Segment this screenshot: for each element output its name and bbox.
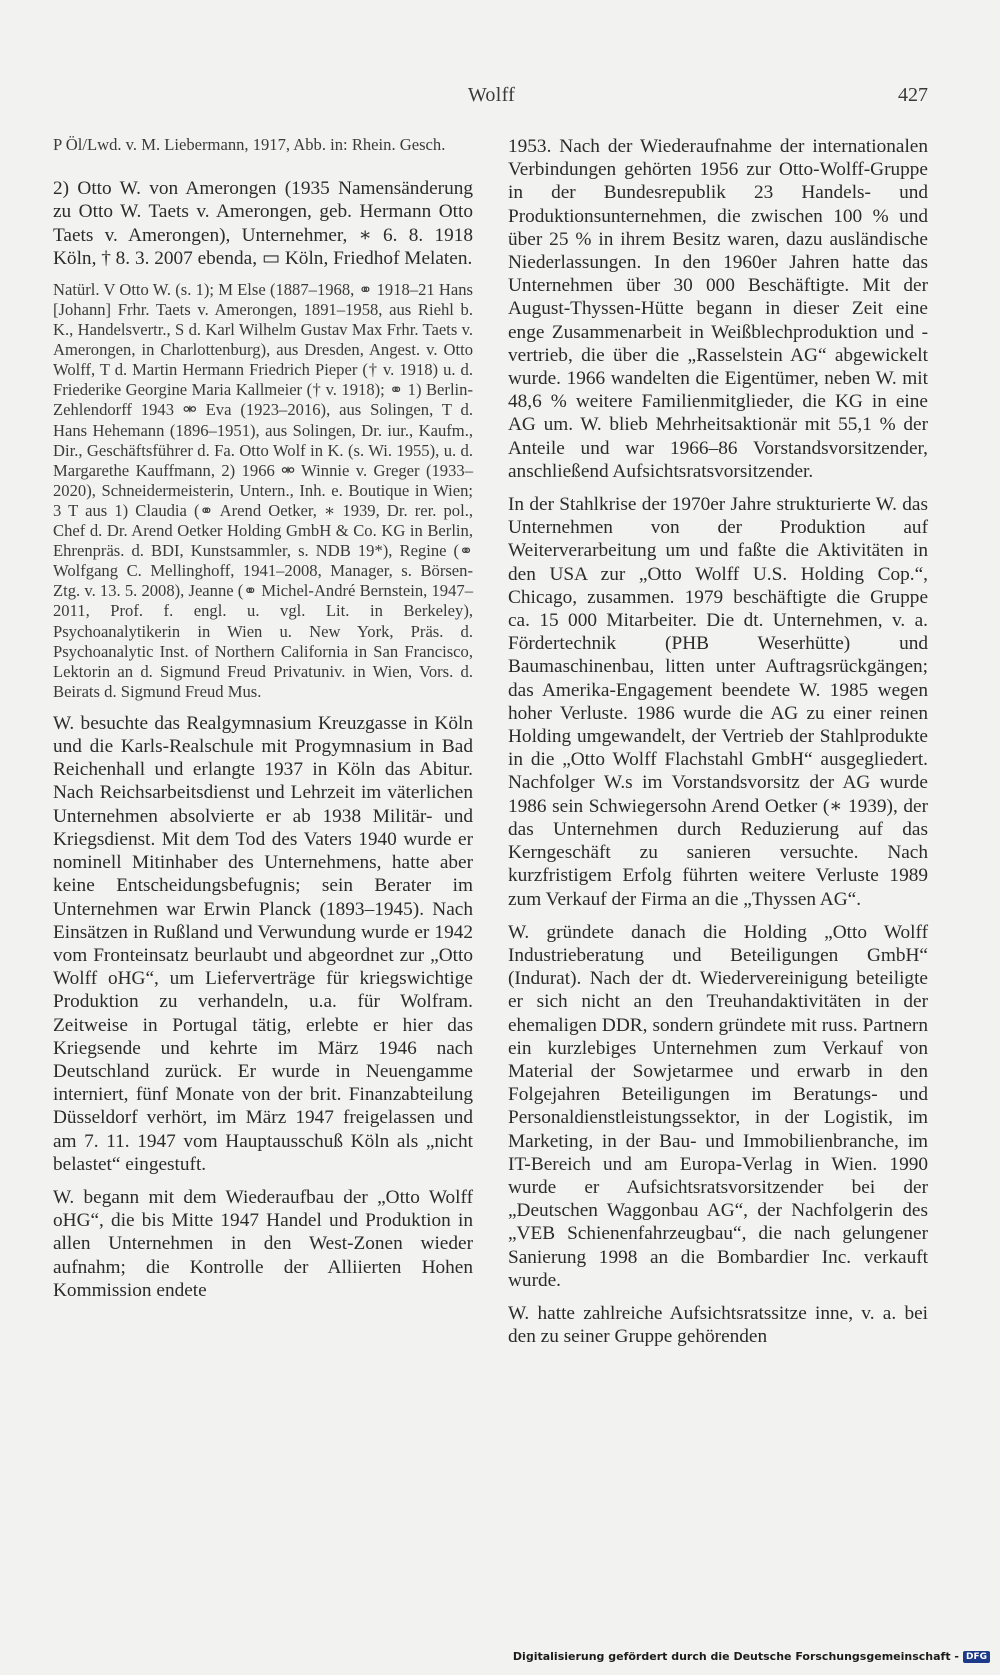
digitization-footer bbox=[513, 1650, 990, 1663]
footer-text: Digitalisierung gefördert durch die Deutsche Forschungsgemeinschaft - bbox=[512, 1650, 959, 1663]
body-paragraph: W. hatte zahlreiche Aufsichtsratssitze inne, v. a. bei den zu seiner Gruppe gehörenden bbox=[508, 1302, 928, 1348]
page-number: 427 bbox=[898, 84, 928, 106]
page-header bbox=[55, 84, 928, 114]
entry-heading-paragraph: 2) Otto W. von Amerongen (1935 Namensänderung zu Otto W. Taets v. Amerongen, geb. Hermann Otto Taets v. Amerongen), Unternehmer, ∗ 6. 8. 1918 Köln, † 8. 3. 2007 ebenda, ▭ Köln, Friedhof Melaten. bbox=[53, 178, 473, 269]
genealogy-paragraph: Natürl. V Otto W. (s. 1); M Else (1887–1968, ⚭ 1918–21 Hans [Johann] Frhr. Taets v. Amerongen, 1891–1958, aus Riehl b. K., Handelsvertr., S d. Karl Wilhelm Gustav Max Frhr. Taets v. Amerongen, in Charlottenburg), aus Dresden, Angest. v. Otto Wolff, T d. Martin Hermann Friedrich Pieper († v. 1918) u. d. Friederike Georgine Maria Kallmeier († v. 1918); ⚭ 1) Berlin-Zehlendorff 1943 ⚮ Eva (1923–2016), aus Solingen, T d. Hans Hehemann (1896–1951), aus Solingen, Dr. iur., Kaufm., Dir., Geschäftsführer d. Fa. Otto Wolf in K. (s. Wi. 1955), u. d. Margarethe Kauffmann, 2) 1966 ⚮ Winnie v. Greger (1933–2020), Schneidermeisterin, Untern., Inh. e. Boutique in Wien; 3 T aus 1) Claudia (⚭ Arend Oetker, ∗ 1939, Dr. rer. pol., Chef d. Dr. Arend Oetker Holding GmbH & Co. KG in Berlin, Ehrenpräs. d. BDI, Kunstsammler, s. NDB 19*), Regine (⚭ Wolfgang C. Mellinghoff, 1941–2008, Manager, s. Börsen-Ztg. v. 13. 5. 2008), Jeanne (⚭ Michel-André Bernstein, 1947–2011, Prof. f. engl. u. vgl. Lit. in Berkeley), Psychoanalytikerin in Wien u. New York, Präs. d. Psychoanalytic Inst. of Northern California in San Francisco, Lektorin an d. Sigmund Freud Privatuniv. in Wien, Vors. d. Beirats d. Sigmund Freud Mus. bbox=[53, 279, 473, 701]
body-paragraph: W. begann mit dem Wiederaufbau der „Otto Wolff oHG“, die bis Mitte 1947 Handel und Produktion in allen Unternehmen in den West-Zonen wieder aufnahm; die Kontrolle der Alliierten Hohen Kommission endete bbox=[53, 1186, 473, 1301]
portrait-note: P Öl/Lwd. v. M. Liebermann, 1917, Abb. in: Rhein. Gesch. bbox=[53, 135, 446, 154]
body-paragraph: In der Stahlkrise der 1970er Jahre strukturierte W. das Unternehmen von der Produktion auf Weiterverarbeitung um und faßte die Aktivitäten in den USA zur „Otto Wolff U.S. Holding Cop.“, Chicago, zusammen. 1979 beschäftigte die Gruppe ca. 15 000 Mitarbeiter. Die dt. Unternehmen, v. a. Fördertechnik (PHB Weserhütte) und Baumaschinenbau, litten unter Auftragsrückgängen; das Amerika-Engagement beendete W. 1985 wegen hoher Verluste. 1986 wurde die AG zu einer reinen Holding umgewandelt, der Vertrieb der Stahlprodukte in die „Otto Wolff Flachstahl GmbH“ ausgegliedert. Nachfolger W.s im Vorstandsvorsitz der AG wurde 1986 sein Schwiegersohn Arend Oetker (∗ 1939), der das Unternehmen durch Reduzierung auf das Kerngeschäft zu sanieren versuchte. Nach kurzfristigem Erfolg führten weitere Verluste 1989 zum Verkauf der Firma an die „Thyssen AG“. bbox=[508, 494, 928, 910]
dfg-logo-icon: DFG bbox=[963, 1651, 990, 1663]
left-column bbox=[53, 135, 473, 1312]
body-paragraph: W. gründete danach die Holding „Otto Wolff Industrieberatung und Beteiligungen GmbH“ (Indurat). Nach der dt. Wiedervereinigung beteiligte er sich nicht an den Treuhandaktivitäten in der ehemaligen DDR, sondern gründete mit russ. Partnern ein kurzlebiges Unternehmen zum Verkauf von Material der Sowjetarmee und erwarb in den Folgejahren Beteiligungen im Beratungs- und Personaldienstleistungssektor, in der Logistik, im Marketing, in der Bau- und Immobilienbranche, im IT-Bereich und am Europa-Verlag in Wien. 1990 wurde er Aufsichtsratsvorsitzender bei der „Deutschen Waggonbau AG“, der Nachfolgerin des „VEB Schienenfahrzeugbau“, die nach gelungener Sanierung 1998 an die Bombardier Inc. verkauft wurde. bbox=[508, 921, 928, 1291]
body-paragraph: 1953. Nach der Wiederaufnahme der internationalen Verbindungen gehörten 1956 zur Otto-Wolff-Gruppe in der Bundesrepublik 23 Handels- und Produktionsunternehmen, die zwischen 100 % und über 25 % in ihrem Besitz waren, dazu ausländische Niederlassungen. In den 1960er Jahren hatte das Unternehmen über 30 000 Beschäftigte. Mit der August-Thyssen-Hütte begann in dieser Zeit eine enge Zusammenarbeit in Weißblechproduktion und -vertrieb, die über die „Rasselstein AG“ abgewickelt wurde. 1966 wandelten die Eigentümer, neben W. mit 48,6 % weitere Familienmitglieder, die KG in eine AG um. W. blieb Mehrheitsaktionär mit 55,1 % der Anteile und war 1966–86 Vorstandsvorsitzender, anschließend Aufsichtsratsvorsitzender. bbox=[508, 136, 928, 482]
body-paragraph: W. besuchte das Realgymnasium Kreuzgasse in Köln und die Karls-Realschule mit Progymnasium in Bad Reichenhall und erlangte 1937 in Köln das Abitur. Nach Reichsarbeitsdienst und Lehrzeit im väterlichen Unternehmen absolvierte er ab 1938 Militär- und Kriegsdienst. Mit dem Tod des Vaters 1940 wurde er nominell Mitinhaber des Unternehmens, hatte aber keine Entscheidungsbefugnis; sein Berater im Unternehmen war Erwin Planck (1893–1945). Nach Einsätzen in Rußland und Verwundung wurde er 1942 vom Fronteinsatz beurlaubt und abgeordnet zur „Otto Wolff oHG“, um Lieferverträge für kriegswichtige Produktion zu verhandeln, u.a. für Wolfram. Zeitweise in Portugal tätig, erlebte er hier das Kriegsende und kehrte im März 1946 nach Deutschland zurück. Er wurde in Neuengamme interniert, fünf Monate von der brit. Finanzabteilung Düsseldorf verhört, im März 1947 freigelassen und am 7. 11. 1947 vom Hauptausschuß Köln als „nicht belastet“ eingestuft. bbox=[53, 712, 473, 1175]
running-head: Wolff bbox=[467, 84, 516, 106]
right-column bbox=[508, 135, 928, 1358]
